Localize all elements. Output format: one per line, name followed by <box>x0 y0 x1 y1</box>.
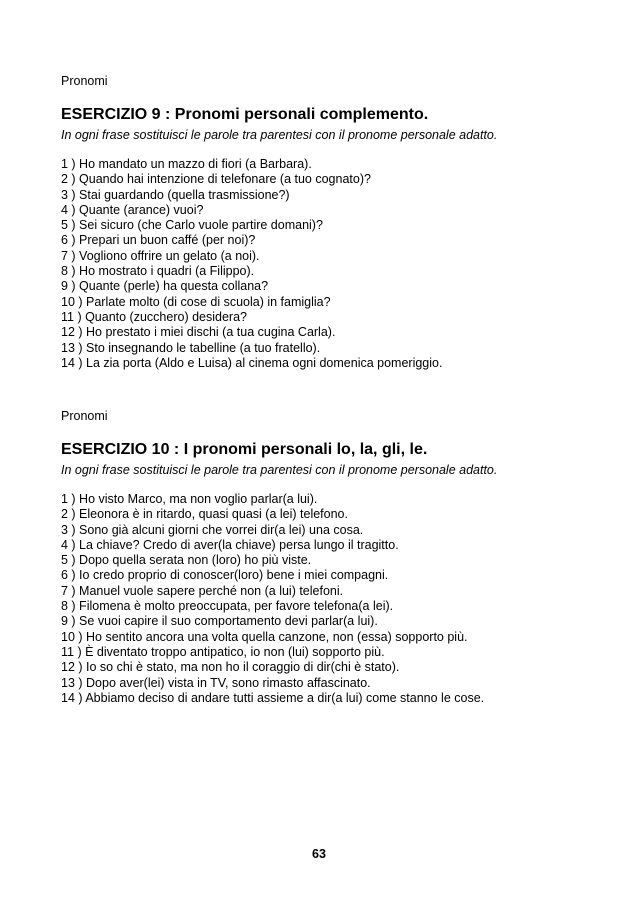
list-item: 12 ) Ho prestato i miei dischi (a tua cugina Carla). <box>61 325 336 340</box>
exercise-list <box>61 492 601 706</box>
list-item: 2 ) Quando hai intenzione di telefonare (a tuo cognato)? <box>61 172 371 187</box>
list-item: 4 ) Quante (arance) vuoi? <box>61 202 204 217</box>
list-item: 10 ) Ho sentito ancora una volta quella canzone, non (essa) sopporto più. <box>61 629 468 644</box>
list-item: 10 ) Parlate molto (di cose di scuola) in famiglia? <box>61 294 331 309</box>
list-item: 9 ) Se vuoi capire il suo comportamento devi parlar(a lui). <box>61 614 378 629</box>
list-item: 14 ) La zia porta (Aldo e Luisa) al cinema ogni domenica pomeriggio. <box>61 355 443 370</box>
section-label: Pronomi <box>61 74 108 88</box>
list-item: 8 ) Filomena è molto preoccupata, per favore telefona(a lei). <box>61 599 394 614</box>
list-item: 7 ) Manuel vuole sapere perché non (a lui) telefoni. <box>61 583 344 598</box>
list-item: 5 ) Sei sicuro (che Carlo vuole partire domani)? <box>61 218 323 233</box>
list-item: 12 ) Io so chi è stato, ma non ho il coraggio di dir(chi è stato). <box>61 660 400 675</box>
section-label: Pronomi <box>61 409 108 423</box>
exercise-10-section <box>61 409 601 706</box>
list-item: 11 ) Quanto (zucchero) desidera? <box>61 309 247 324</box>
list-item: 7 ) Vogliono offrire un gelato (a noi). <box>61 248 260 263</box>
list-item: 2 ) Eleonora è in ritardo, quasi quasi (a lei) telefono. <box>61 507 348 522</box>
list-item: 6 ) Io credo proprio di conoscer(loro) bene i miei compagni. <box>61 568 389 583</box>
list-item: 6 ) Prepari un buon caffé (per noi)? <box>61 233 256 248</box>
exercise-instructions: In ogni frase sostituisci le parole tra parentesi con il pronome personale adatto. <box>61 128 498 142</box>
list-item: 3 ) Stai guardando (quella trasmissione?) <box>61 187 290 202</box>
list-item: 1 ) Ho mandato un mazzo di fiori (a Barbara). <box>61 157 312 171</box>
exercise-list <box>61 157 601 371</box>
list-item: 9 ) Quante (perle) ha questa collana? <box>61 279 269 294</box>
list-item: 5 ) Dopo quella serata non (loro) ho più viste. <box>61 553 312 568</box>
list-item: 14 ) Abbiamo deciso di andare tutti assieme a dir(a lui) come stanno le cose. <box>61 690 485 705</box>
list-item: 8 ) Ho mostrato i quadri (a Filippo). <box>61 264 255 279</box>
list-item: 13 ) Dopo aver(lei) vista in TV, sono rimasto affascinato. <box>61 675 371 690</box>
exercise-9-section <box>61 74 601 371</box>
list-item: 1 ) Ho visto Marco, ma non voglio parlar(a lui). <box>61 492 318 506</box>
page-number: 63 <box>312 847 326 861</box>
list-item: 3 ) Sono già alcuni giorni che vorrei dir(a lei) una cosa. <box>61 522 364 537</box>
list-item: 4 ) La chiave? Credo di aver(la chiave) persa lungo il tragitto. <box>61 537 399 552</box>
exercise-instructions: In ogni frase sostituisci le parole tra parentesi con il pronome personale adatto. <box>61 463 498 477</box>
list-item: 11 ) È diventato troppo antipatico, io non (lui) sopporto più. <box>61 644 385 659</box>
exercise-title: ESERCIZIO 10 : I pronomi personali lo, la, gli, le. <box>61 441 428 458</box>
exercise-title: ESERCIZIO 9 : Pronomi personali complemento. <box>61 106 429 123</box>
list-item: 13 ) Sto insegnando le tabelline (a tuo fratello). <box>61 340 321 355</box>
